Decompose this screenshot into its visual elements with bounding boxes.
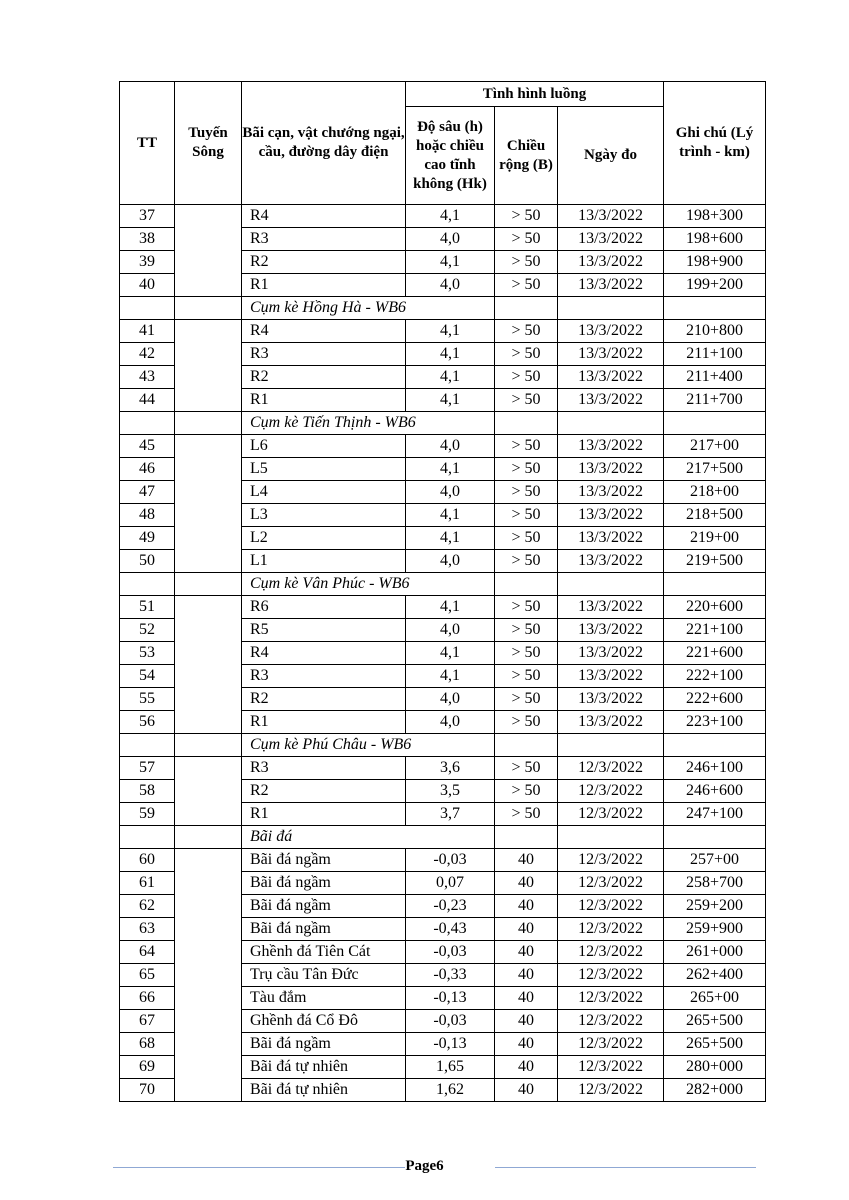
- table-body: [120, 205, 766, 1102]
- width-cell: 40: [495, 895, 558, 918]
- obstacle-cell: R4: [242, 320, 406, 343]
- header-note: Ghi chú (Lý trình - km): [664, 82, 766, 205]
- date-cell: 13/3/2022: [558, 642, 664, 665]
- tt-cell: 58: [120, 780, 175, 803]
- depth-cell: -0,13: [406, 987, 495, 1010]
- tt-cell: 61: [120, 872, 175, 895]
- date-cell: 12/3/2022: [558, 849, 664, 872]
- note-cell: 221+600: [664, 642, 766, 665]
- obstacle-cell: R1: [242, 803, 406, 826]
- date-cell: 12/3/2022: [558, 941, 664, 964]
- note-cell: 210+800: [664, 320, 766, 343]
- note-cell: 220+600: [664, 596, 766, 619]
- obstacle-cell: L1: [242, 550, 406, 573]
- group-tt-cell: [120, 412, 175, 435]
- header-depth: Độ sâu (h) hoặc chiều cao tĩnh không (Hk): [406, 107, 495, 205]
- date-cell: 12/3/2022: [558, 895, 664, 918]
- note-cell: 222+600: [664, 688, 766, 711]
- date-cell: 13/3/2022: [558, 504, 664, 527]
- depth-cell: 3,5: [406, 780, 495, 803]
- tt-cell: 38: [120, 228, 175, 251]
- date-cell: 12/3/2022: [558, 780, 664, 803]
- date-cell: 13/3/2022: [558, 435, 664, 458]
- group-empty-cell: [495, 734, 558, 757]
- date-cell: 13/3/2022: [558, 550, 664, 573]
- table-row: [120, 596, 766, 619]
- obstacle-cell: L3: [242, 504, 406, 527]
- obstacle-cell: Bãi đá tự nhiên: [242, 1056, 406, 1079]
- tt-cell: 66: [120, 987, 175, 1010]
- tt-cell: 57: [120, 757, 175, 780]
- table-row: [120, 320, 766, 343]
- width-cell: > 50: [495, 757, 558, 780]
- width-cell: 40: [495, 1079, 558, 1102]
- tt-cell: 37: [120, 205, 175, 228]
- depth-cell: -0,23: [406, 895, 495, 918]
- date-cell: 12/3/2022: [558, 757, 664, 780]
- group-river-cell: [175, 573, 242, 596]
- width-cell: 40: [495, 1056, 558, 1079]
- table-row: [120, 849, 766, 872]
- obstacle-cell: R1: [242, 389, 406, 412]
- depth-cell: -0,33: [406, 964, 495, 987]
- header-width: Chiều rộng (B): [495, 107, 558, 205]
- tt-cell: 40: [120, 274, 175, 297]
- group-row: [120, 826, 766, 849]
- tt-cell: 47: [120, 481, 175, 504]
- depth-cell: 4,1: [406, 642, 495, 665]
- obstacle-cell: R3: [242, 228, 406, 251]
- group-title: Bãi đá: [242, 826, 495, 849]
- page-footer: [0, 1152, 849, 1182]
- depth-cell: 1,65: [406, 1056, 495, 1079]
- tt-cell: 53: [120, 642, 175, 665]
- date-cell: 13/3/2022: [558, 711, 664, 734]
- header-river: Tuyến Sông: [175, 82, 242, 205]
- date-cell: 13/3/2022: [558, 619, 664, 642]
- note-cell: 218+00: [664, 481, 766, 504]
- group-river-cell: [175, 826, 242, 849]
- width-cell: 40: [495, 872, 558, 895]
- obstacle-cell: R4: [242, 642, 406, 665]
- river-cell: [175, 757, 242, 826]
- depth-cell: 4,1: [406, 343, 495, 366]
- note-cell: 198+600: [664, 228, 766, 251]
- width-cell: > 50: [495, 619, 558, 642]
- date-cell: 13/3/2022: [558, 527, 664, 550]
- depth-cell: 4,1: [406, 251, 495, 274]
- date-cell: 13/3/2022: [558, 389, 664, 412]
- obstacle-cell: L2: [242, 527, 406, 550]
- date-cell: 13/3/2022: [558, 274, 664, 297]
- note-cell: 198+300: [664, 205, 766, 228]
- date-cell: 12/3/2022: [558, 964, 664, 987]
- date-cell: 12/3/2022: [558, 1010, 664, 1033]
- tt-cell: 54: [120, 665, 175, 688]
- depth-cell: 4,1: [406, 458, 495, 481]
- note-cell: 218+500: [664, 504, 766, 527]
- header-date: Ngày đo: [558, 107, 664, 205]
- depth-cell: 4,1: [406, 527, 495, 550]
- page-number: Page6: [405, 1158, 444, 1174]
- obstacle-cell: R2: [242, 366, 406, 389]
- width-cell: 40: [495, 849, 558, 872]
- tt-cell: 43: [120, 366, 175, 389]
- obstacle-cell: R2: [242, 251, 406, 274]
- depth-cell: 4,1: [406, 665, 495, 688]
- width-cell: > 50: [495, 320, 558, 343]
- depth-cell: 4,0: [406, 435, 495, 458]
- depth-cell: 4,1: [406, 366, 495, 389]
- group-empty-cell: [664, 297, 766, 320]
- obstacle-cell: R1: [242, 711, 406, 734]
- width-cell: 40: [495, 964, 558, 987]
- waterway-status-table: [119, 81, 766, 1102]
- group-river-cell: [175, 734, 242, 757]
- tt-cell: 70: [120, 1079, 175, 1102]
- note-cell: 222+100: [664, 665, 766, 688]
- group-empty-cell: [664, 734, 766, 757]
- obstacle-cell: Bãi đá ngầm: [242, 918, 406, 941]
- width-cell: 40: [495, 918, 558, 941]
- date-cell: 13/3/2022: [558, 665, 664, 688]
- obstacle-cell: Tàu đắm: [242, 987, 406, 1010]
- depth-cell: 1,62: [406, 1079, 495, 1102]
- date-cell: 13/3/2022: [558, 251, 664, 274]
- depth-cell: 4,0: [406, 481, 495, 504]
- depth-cell: 3,7: [406, 803, 495, 826]
- note-cell: 262+400: [664, 964, 766, 987]
- tt-cell: 44: [120, 389, 175, 412]
- tt-cell: 48: [120, 504, 175, 527]
- depth-cell: -0,03: [406, 941, 495, 964]
- group-empty-cell: [558, 826, 664, 849]
- table-row: [120, 757, 766, 780]
- table-row: [120, 205, 766, 228]
- width-cell: > 50: [495, 389, 558, 412]
- note-cell: 246+100: [664, 757, 766, 780]
- obstacle-cell: Bãi đá tự nhiên: [242, 1079, 406, 1102]
- depth-cell: 4,0: [406, 550, 495, 573]
- date-cell: 13/3/2022: [558, 320, 664, 343]
- tt-cell: 52: [120, 619, 175, 642]
- note-cell: 259+200: [664, 895, 766, 918]
- date-cell: 12/3/2022: [558, 1079, 664, 1102]
- depth-cell: 4,1: [406, 596, 495, 619]
- tt-cell: 41: [120, 320, 175, 343]
- date-cell: 12/3/2022: [558, 1033, 664, 1056]
- note-cell: 223+100: [664, 711, 766, 734]
- width-cell: 40: [495, 1010, 558, 1033]
- date-cell: 13/3/2022: [558, 688, 664, 711]
- group-row: [120, 734, 766, 757]
- group-empty-cell: [664, 412, 766, 435]
- obstacle-cell: L5: [242, 458, 406, 481]
- depth-cell: -0,13: [406, 1033, 495, 1056]
- note-cell: 247+100: [664, 803, 766, 826]
- note-cell: 265+00: [664, 987, 766, 1010]
- note-cell: 265+500: [664, 1033, 766, 1056]
- group-title: Cụm kè Tiến Thịnh - WB6: [242, 412, 495, 435]
- width-cell: > 50: [495, 803, 558, 826]
- width-cell: > 50: [495, 343, 558, 366]
- tt-cell: 45: [120, 435, 175, 458]
- tt-cell: 64: [120, 941, 175, 964]
- note-cell: 280+000: [664, 1056, 766, 1079]
- obstacle-cell: Bãi đá ngầm: [242, 895, 406, 918]
- width-cell: > 50: [495, 504, 558, 527]
- header-obstacle: Bãi cạn, vật chướng ngại, cầu, đường dây điện: [242, 82, 406, 205]
- date-cell: 12/3/2022: [558, 987, 664, 1010]
- note-cell: 257+00: [664, 849, 766, 872]
- group-empty-cell: [495, 826, 558, 849]
- group-empty-cell: [664, 826, 766, 849]
- width-cell: 40: [495, 1033, 558, 1056]
- depth-cell: 3,6: [406, 757, 495, 780]
- river-cell: [175, 205, 242, 297]
- date-cell: 13/3/2022: [558, 228, 664, 251]
- group-title: Cụm kè Vân Phúc - WB6: [242, 573, 495, 596]
- group-empty-cell: [664, 573, 766, 596]
- tt-cell: 68: [120, 1033, 175, 1056]
- obstacle-cell: Bãi đá ngầm: [242, 872, 406, 895]
- depth-cell: 4,0: [406, 619, 495, 642]
- width-cell: > 50: [495, 458, 558, 481]
- tt-cell: 67: [120, 1010, 175, 1033]
- group-title: Cụm kè Hồng Hà - WB6: [242, 297, 495, 320]
- depth-cell: 4,0: [406, 228, 495, 251]
- depth-cell: 4,0: [406, 711, 495, 734]
- header-tt: TT: [120, 82, 175, 205]
- obstacle-cell: Trụ cầu Tân Đức: [242, 964, 406, 987]
- depth-cell: 4,1: [406, 504, 495, 527]
- date-cell: 12/3/2022: [558, 803, 664, 826]
- tt-cell: 69: [120, 1056, 175, 1079]
- depth-cell: -0,43: [406, 918, 495, 941]
- depth-cell: 4,0: [406, 274, 495, 297]
- date-cell: 13/3/2022: [558, 343, 664, 366]
- note-cell: 211+100: [664, 343, 766, 366]
- width-cell: > 50: [495, 596, 558, 619]
- footer-line-right: [495, 1167, 756, 1168]
- date-cell: 12/3/2022: [558, 918, 664, 941]
- note-cell: 259+900: [664, 918, 766, 941]
- tt-cell: 62: [120, 895, 175, 918]
- tt-cell: 60: [120, 849, 175, 872]
- note-cell: 199+200: [664, 274, 766, 297]
- tt-cell: 50: [120, 550, 175, 573]
- width-cell: > 50: [495, 780, 558, 803]
- group-row: [120, 412, 766, 435]
- group-empty-cell: [495, 573, 558, 596]
- obstacle-cell: Ghềnh đá Tiên Cát: [242, 941, 406, 964]
- depth-cell: -0,03: [406, 849, 495, 872]
- obstacle-cell: R2: [242, 688, 406, 711]
- group-tt-cell: [120, 734, 175, 757]
- width-cell: > 50: [495, 205, 558, 228]
- date-cell: 13/3/2022: [558, 205, 664, 228]
- note-cell: 246+600: [664, 780, 766, 803]
- width-cell: > 50: [495, 642, 558, 665]
- width-cell: > 50: [495, 527, 558, 550]
- tt-cell: 55: [120, 688, 175, 711]
- depth-cell: 4,1: [406, 320, 495, 343]
- obstacle-cell: R3: [242, 757, 406, 780]
- group-empty-cell: [495, 412, 558, 435]
- group-empty-cell: [558, 734, 664, 757]
- tt-cell: 49: [120, 527, 175, 550]
- tt-cell: 63: [120, 918, 175, 941]
- note-cell: 219+500: [664, 550, 766, 573]
- group-title: Cụm kè Phú Châu - WB6: [242, 734, 495, 757]
- group-row: [120, 573, 766, 596]
- header-status-group: Tình hình luồng: [406, 82, 664, 107]
- width-cell: > 50: [495, 251, 558, 274]
- note-cell: 217+00: [664, 435, 766, 458]
- date-cell: 13/3/2022: [558, 481, 664, 504]
- note-cell: 261+000: [664, 941, 766, 964]
- group-tt-cell: [120, 826, 175, 849]
- obstacle-cell: L4: [242, 481, 406, 504]
- width-cell: > 50: [495, 481, 558, 504]
- depth-cell: 4,1: [406, 205, 495, 228]
- obstacle-cell: R1: [242, 274, 406, 297]
- obstacle-cell: L6: [242, 435, 406, 458]
- obstacle-cell: R6: [242, 596, 406, 619]
- group-empty-cell: [558, 412, 664, 435]
- tt-cell: 39: [120, 251, 175, 274]
- tt-cell: 59: [120, 803, 175, 826]
- note-cell: 211+700: [664, 389, 766, 412]
- width-cell: 40: [495, 941, 558, 964]
- river-cell: [175, 849, 242, 1102]
- width-cell: > 50: [495, 435, 558, 458]
- group-empty-cell: [495, 297, 558, 320]
- date-cell: 13/3/2022: [558, 366, 664, 389]
- width-cell: > 50: [495, 688, 558, 711]
- note-cell: 221+100: [664, 619, 766, 642]
- note-cell: 211+400: [664, 366, 766, 389]
- obstacle-cell: R3: [242, 343, 406, 366]
- note-cell: 258+700: [664, 872, 766, 895]
- width-cell: > 50: [495, 550, 558, 573]
- width-cell: > 50: [495, 228, 558, 251]
- obstacle-cell: R3: [242, 665, 406, 688]
- obstacle-cell: Bãi đá ngầm: [242, 1033, 406, 1056]
- date-cell: 13/3/2022: [558, 458, 664, 481]
- width-cell: > 50: [495, 711, 558, 734]
- note-cell: 198+900: [664, 251, 766, 274]
- depth-cell: 4,1: [406, 389, 495, 412]
- depth-cell: 0,07: [406, 872, 495, 895]
- group-empty-cell: [558, 297, 664, 320]
- note-cell: 265+500: [664, 1010, 766, 1033]
- group-river-cell: [175, 297, 242, 320]
- depth-cell: 4,0: [406, 688, 495, 711]
- tt-cell: 42: [120, 343, 175, 366]
- river-cell: [175, 596, 242, 734]
- river-cell: [175, 320, 242, 412]
- obstacle-cell: Ghềnh đá Cổ Đô: [242, 1010, 406, 1033]
- date-cell: 13/3/2022: [558, 596, 664, 619]
- date-cell: 12/3/2022: [558, 1056, 664, 1079]
- group-tt-cell: [120, 573, 175, 596]
- depth-cell: -0,03: [406, 1010, 495, 1033]
- group-row: [120, 297, 766, 320]
- tt-cell: 51: [120, 596, 175, 619]
- table-row: [120, 435, 766, 458]
- river-cell: [175, 435, 242, 573]
- tt-cell: 46: [120, 458, 175, 481]
- obstacle-cell: Bãi đá ngầm: [242, 849, 406, 872]
- note-cell: 282+000: [664, 1079, 766, 1102]
- note-cell: 219+00: [664, 527, 766, 550]
- group-tt-cell: [120, 297, 175, 320]
- obstacle-cell: R5: [242, 619, 406, 642]
- group-empty-cell: [558, 573, 664, 596]
- width-cell: > 50: [495, 665, 558, 688]
- obstacle-cell: R4: [242, 205, 406, 228]
- tt-cell: 56: [120, 711, 175, 734]
- date-cell: 12/3/2022: [558, 872, 664, 895]
- obstacle-cell: R2: [242, 780, 406, 803]
- note-cell: 217+500: [664, 458, 766, 481]
- width-cell: > 50: [495, 366, 558, 389]
- width-cell: 40: [495, 987, 558, 1010]
- width-cell: > 50: [495, 274, 558, 297]
- group-river-cell: [175, 412, 242, 435]
- tt-cell: 65: [120, 964, 175, 987]
